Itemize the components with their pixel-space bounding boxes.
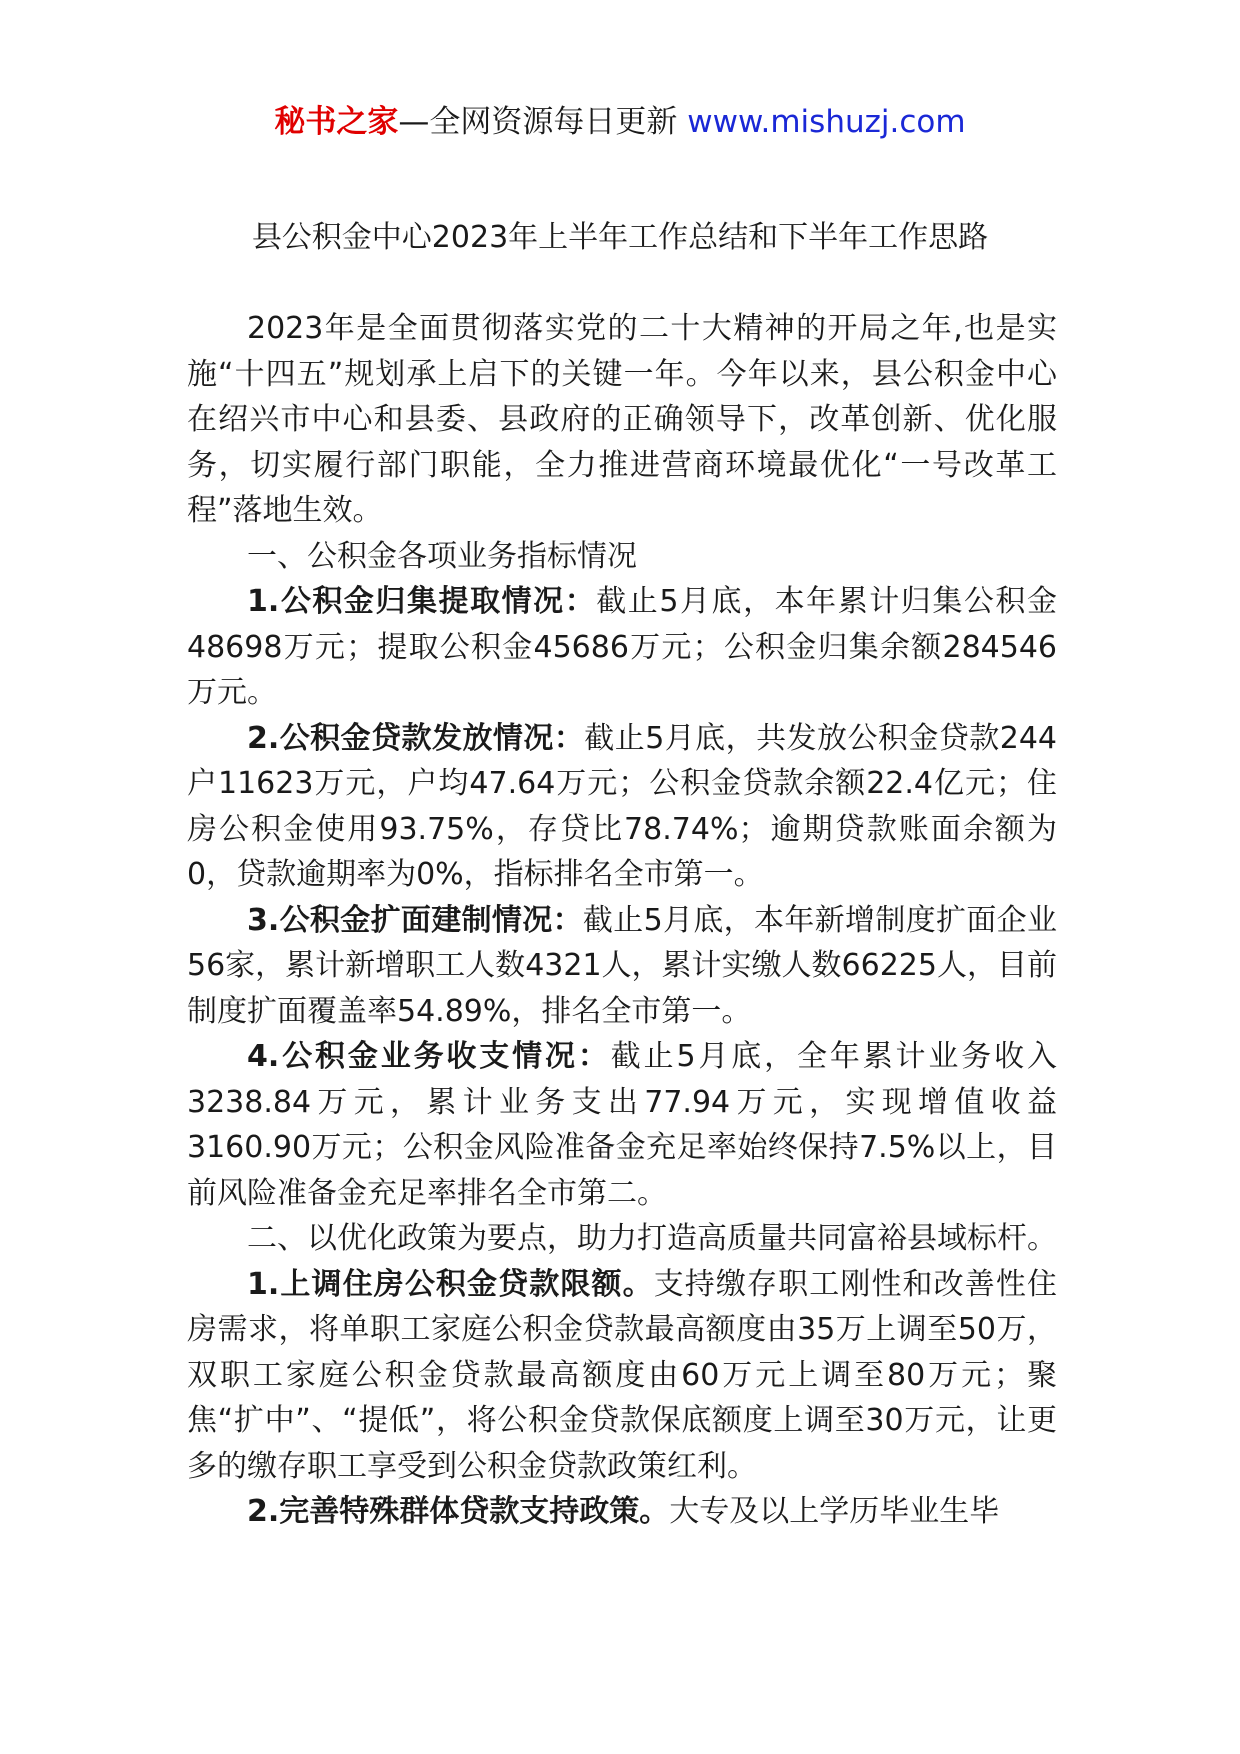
item-label: 1.公积金归集提取情况： xyxy=(247,584,597,619)
site-brand: 秘书之家 xyxy=(274,104,399,140)
item-label: 1.上调住房公积金贷款限额。 xyxy=(247,1266,654,1302)
item-label: 4.公积金业务收支情况： xyxy=(247,1039,611,1074)
intro-paragraph: 2023年是全面贯彻落实党的二十大精神的开局之年,也是实施“十四五”规划承上启下的关键一年。今年以来，县公积金中心在绍兴市中心和县委、县政府的正确领导下，改革创新、优化服务，切实履行部门职能，全力推进营商环境最优化“一号改革工程”落地生效。 xyxy=(187,311,1057,528)
section-2-item-1 xyxy=(187,1262,1057,1490)
section-2-item-2 xyxy=(187,1489,1057,1535)
section-1-heading: 一、公积金各项业务指标情况 xyxy=(247,538,637,574)
site-url-link[interactable]: www.mishuzj.com xyxy=(687,104,966,140)
item-text: 支持缴存职工刚性和改善性住房需求，将单职工家庭公积金贷款最高额度由35万上调至50万，双职工家庭公积金贷款最高额度由60万元上调至80万元；聚焦“扩中”、“提低”，将公积金贷款保底额度上调至30万元，让更多的缴存职工享受到公积金贷款政策红利。 xyxy=(187,1266,1057,1484)
item-text: 截止5月底，本年累计归集公积金48698万元；提取公积金45686万元；公积金归集余额284546万元。 xyxy=(187,584,1057,710)
section-2-heading: 二、以优化政策为要点，助力打造高质量共同富裕县域标杆。 xyxy=(247,1221,1057,1256)
site-slogan: —全网资源每日更新 xyxy=(398,104,688,140)
item-text: 截止5月底，共发放公积金贷款244户11623万元，户均47.64万元；公积金贷款余额22.4亿元；住房公积金使用93.75%，存贷比78.74%；逾期贷款账面余额为0，贷款逾期率为0%，指标排名全市第一。 xyxy=(187,720,1057,892)
item-text: 截止5月底，本年新增制度扩面企业56家，累计新增职工人数4321人，累计实缴人数66225人，目前制度扩面覆盖率54.89%，排名全市第一。 xyxy=(187,902,1057,1029)
document-body xyxy=(187,306,1057,1535)
item-text: 大专及以上学历毕业生毕 xyxy=(669,1494,1000,1529)
document-title: 县公积金中心2023年上半年工作总结和下半年工作思路 xyxy=(251,220,989,255)
section-1-item-4 xyxy=(187,1034,1057,1216)
item-label: 2.完善特殊群体贷款支持政策。 xyxy=(247,1494,670,1529)
section-1-item-1 xyxy=(187,579,1057,716)
section-1-item-2 xyxy=(187,716,1057,898)
item-label: 2.公积金贷款发放情况： xyxy=(247,720,585,756)
section-1-item-3 xyxy=(187,898,1057,1035)
site-header xyxy=(0,100,1240,144)
item-label: 3.公积金扩面建制情况： xyxy=(247,902,583,938)
item-text: 截止5月底，全年累计业务收入3238.84万元，累计业务支出77.94万元，实现增值收益3160.90万元；公积金风险准备金充足率始终保持7.5%以上，目前风险准备金充足率排名全市第二。 xyxy=(187,1039,1057,1211)
